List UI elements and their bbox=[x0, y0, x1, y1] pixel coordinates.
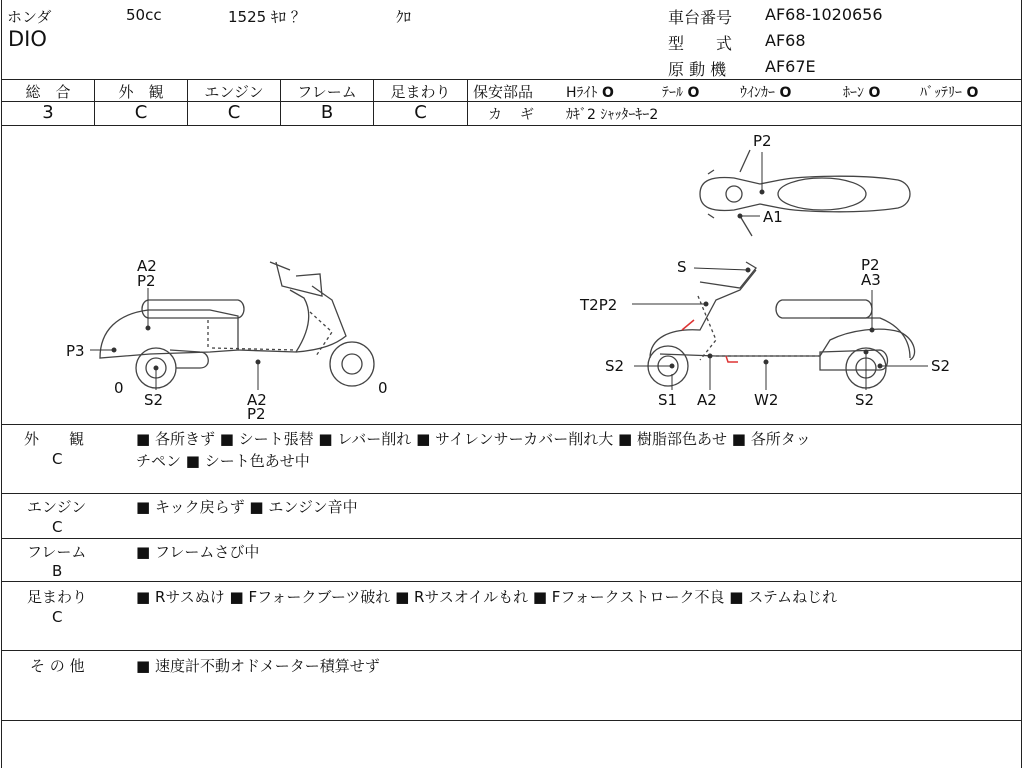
grade-value: 3 bbox=[42, 102, 54, 123]
ok-mark: O bbox=[687, 85, 700, 101]
damage-label: P2 bbox=[753, 132, 772, 150]
model-name: DIO bbox=[8, 27, 47, 51]
grade-label: 足まわり bbox=[390, 83, 451, 101]
grade-table-top bbox=[1, 79, 1022, 80]
damage-label: P3 bbox=[66, 342, 85, 360]
engine-label: 原 動 機 bbox=[668, 60, 727, 79]
safety-item-label: Hﾗｲﾄ bbox=[566, 85, 598, 101]
safety-item-label: ﾃｰﾙ bbox=[662, 85, 683, 101]
notes-divider bbox=[1, 650, 1022, 651]
grade-col-divider bbox=[467, 79, 468, 125]
note-text: ■ 速度計不動オドメーター積算せず bbox=[136, 657, 380, 675]
safety-item-winker bbox=[740, 82, 791, 102]
note-label: そ の 他 bbox=[30, 657, 85, 675]
safety-item-label: ﾎｰﾝ bbox=[843, 85, 864, 101]
mileage: 1525 ｷﾛ ？ bbox=[228, 8, 306, 26]
note-label: フレーム bbox=[27, 543, 87, 561]
damage-label: A3 bbox=[861, 271, 881, 289]
diagram-labels-top bbox=[753, 132, 783, 226]
ok-mark: O bbox=[779, 85, 792, 101]
type-label: 型 式 bbox=[668, 34, 733, 53]
notes-divider bbox=[1, 493, 1022, 494]
safety-title: 保安部品 bbox=[473, 83, 534, 101]
safety-item-label: ｳｲﾝｶｰ bbox=[740, 85, 775, 101]
frame-no: AF68-1020656 bbox=[765, 5, 883, 24]
ok-mark: O bbox=[868, 85, 881, 101]
damage-label: 0 bbox=[114, 379, 124, 397]
damage-label: P2 bbox=[247, 405, 266, 423]
note-grade: B bbox=[52, 562, 63, 580]
type-value: AF68 bbox=[765, 31, 806, 50]
damage-label: S2 bbox=[855, 391, 875, 409]
grade-label: エンジン bbox=[204, 83, 264, 101]
damage-label: S bbox=[677, 258, 687, 276]
damage-label: A1 bbox=[763, 208, 783, 226]
notes-divider bbox=[1, 581, 1022, 582]
note-text: ■ Rサスぬけ ■ Fフォークブーツ破れ ■ Rサスオイルもれ ■ Fフォークストローク不良 ■ ステムねじれ bbox=[136, 588, 838, 606]
notes-divider bbox=[1, 538, 1022, 539]
damage-diagram bbox=[0, 126, 1022, 424]
safety-item-label: ﾊﾞｯﾃﾘｰ bbox=[920, 85, 962, 101]
damage-label: S1 bbox=[658, 391, 678, 409]
safety-item-taillight bbox=[662, 82, 699, 102]
grade-label: 総 合 bbox=[25, 83, 71, 101]
note-text: チペン ■ シート色あせ中 bbox=[136, 452, 310, 470]
key-label: カ ギ bbox=[488, 107, 536, 123]
notes-divider bbox=[1, 720, 1022, 721]
damage-label: P2 bbox=[861, 256, 880, 274]
leader-lines bbox=[90, 152, 928, 390]
note-text: ■ フレームさび中 bbox=[136, 543, 260, 561]
note-label: 足まわり bbox=[27, 588, 88, 606]
displacement: 50cc bbox=[126, 6, 162, 24]
safety-item-battery bbox=[920, 82, 978, 102]
damage-label: S2 bbox=[605, 357, 625, 375]
grade-label: フレーム bbox=[297, 83, 357, 101]
safety-item-horn bbox=[843, 82, 880, 102]
damage-label: A2 bbox=[697, 391, 717, 409]
maker: ホンダ bbox=[7, 8, 52, 26]
note-grade: C bbox=[52, 450, 63, 468]
grade-value: C bbox=[134, 102, 148, 123]
damage-label: S2 bbox=[931, 357, 951, 375]
ok-mark: O bbox=[601, 85, 614, 101]
diagram-labels-right bbox=[579, 256, 950, 409]
damage-label: P2 bbox=[137, 272, 156, 290]
ok-mark: O bbox=[966, 85, 979, 101]
damage-label: A2 bbox=[247, 391, 267, 409]
safety-item-headlight bbox=[566, 82, 614, 102]
note-text: ■ キック戻らず ■ エンジン音中 bbox=[136, 498, 358, 516]
grade-value: C bbox=[414, 102, 427, 123]
grade-value: C bbox=[227, 102, 241, 123]
note-label: エンジン bbox=[27, 498, 87, 516]
engine-value: AF67E bbox=[765, 57, 816, 76]
frame-no-label: 車台番号 bbox=[668, 8, 733, 27]
damage-label: A2 bbox=[137, 257, 157, 275]
damage-label: T2P2 bbox=[580, 296, 618, 314]
note-grade: C bbox=[52, 608, 63, 626]
scooter-top-view bbox=[700, 150, 910, 236]
damage-label: W2 bbox=[754, 391, 779, 409]
note-label: 外 観 bbox=[24, 430, 85, 448]
damage-label: 0 bbox=[378, 379, 388, 397]
note-grade: C bbox=[52, 518, 63, 536]
note-text: ■ 各所きず ■ シート張替 ■ レバー削れ ■ サイレンサーカバー削れ大 ■ 樹脂部色あせ ■ 各所タッ bbox=[136, 430, 811, 448]
damage-label: S2 bbox=[144, 391, 164, 409]
grade-label: 外 観 bbox=[118, 83, 164, 101]
grade-value: B bbox=[320, 102, 334, 123]
color: ｸﾛ bbox=[396, 8, 412, 26]
key-value: ｶｷﾞ2 ｼｬｯﾀｰｷｰ2 bbox=[566, 107, 659, 123]
diagram-bottom bbox=[1, 424, 1022, 425]
